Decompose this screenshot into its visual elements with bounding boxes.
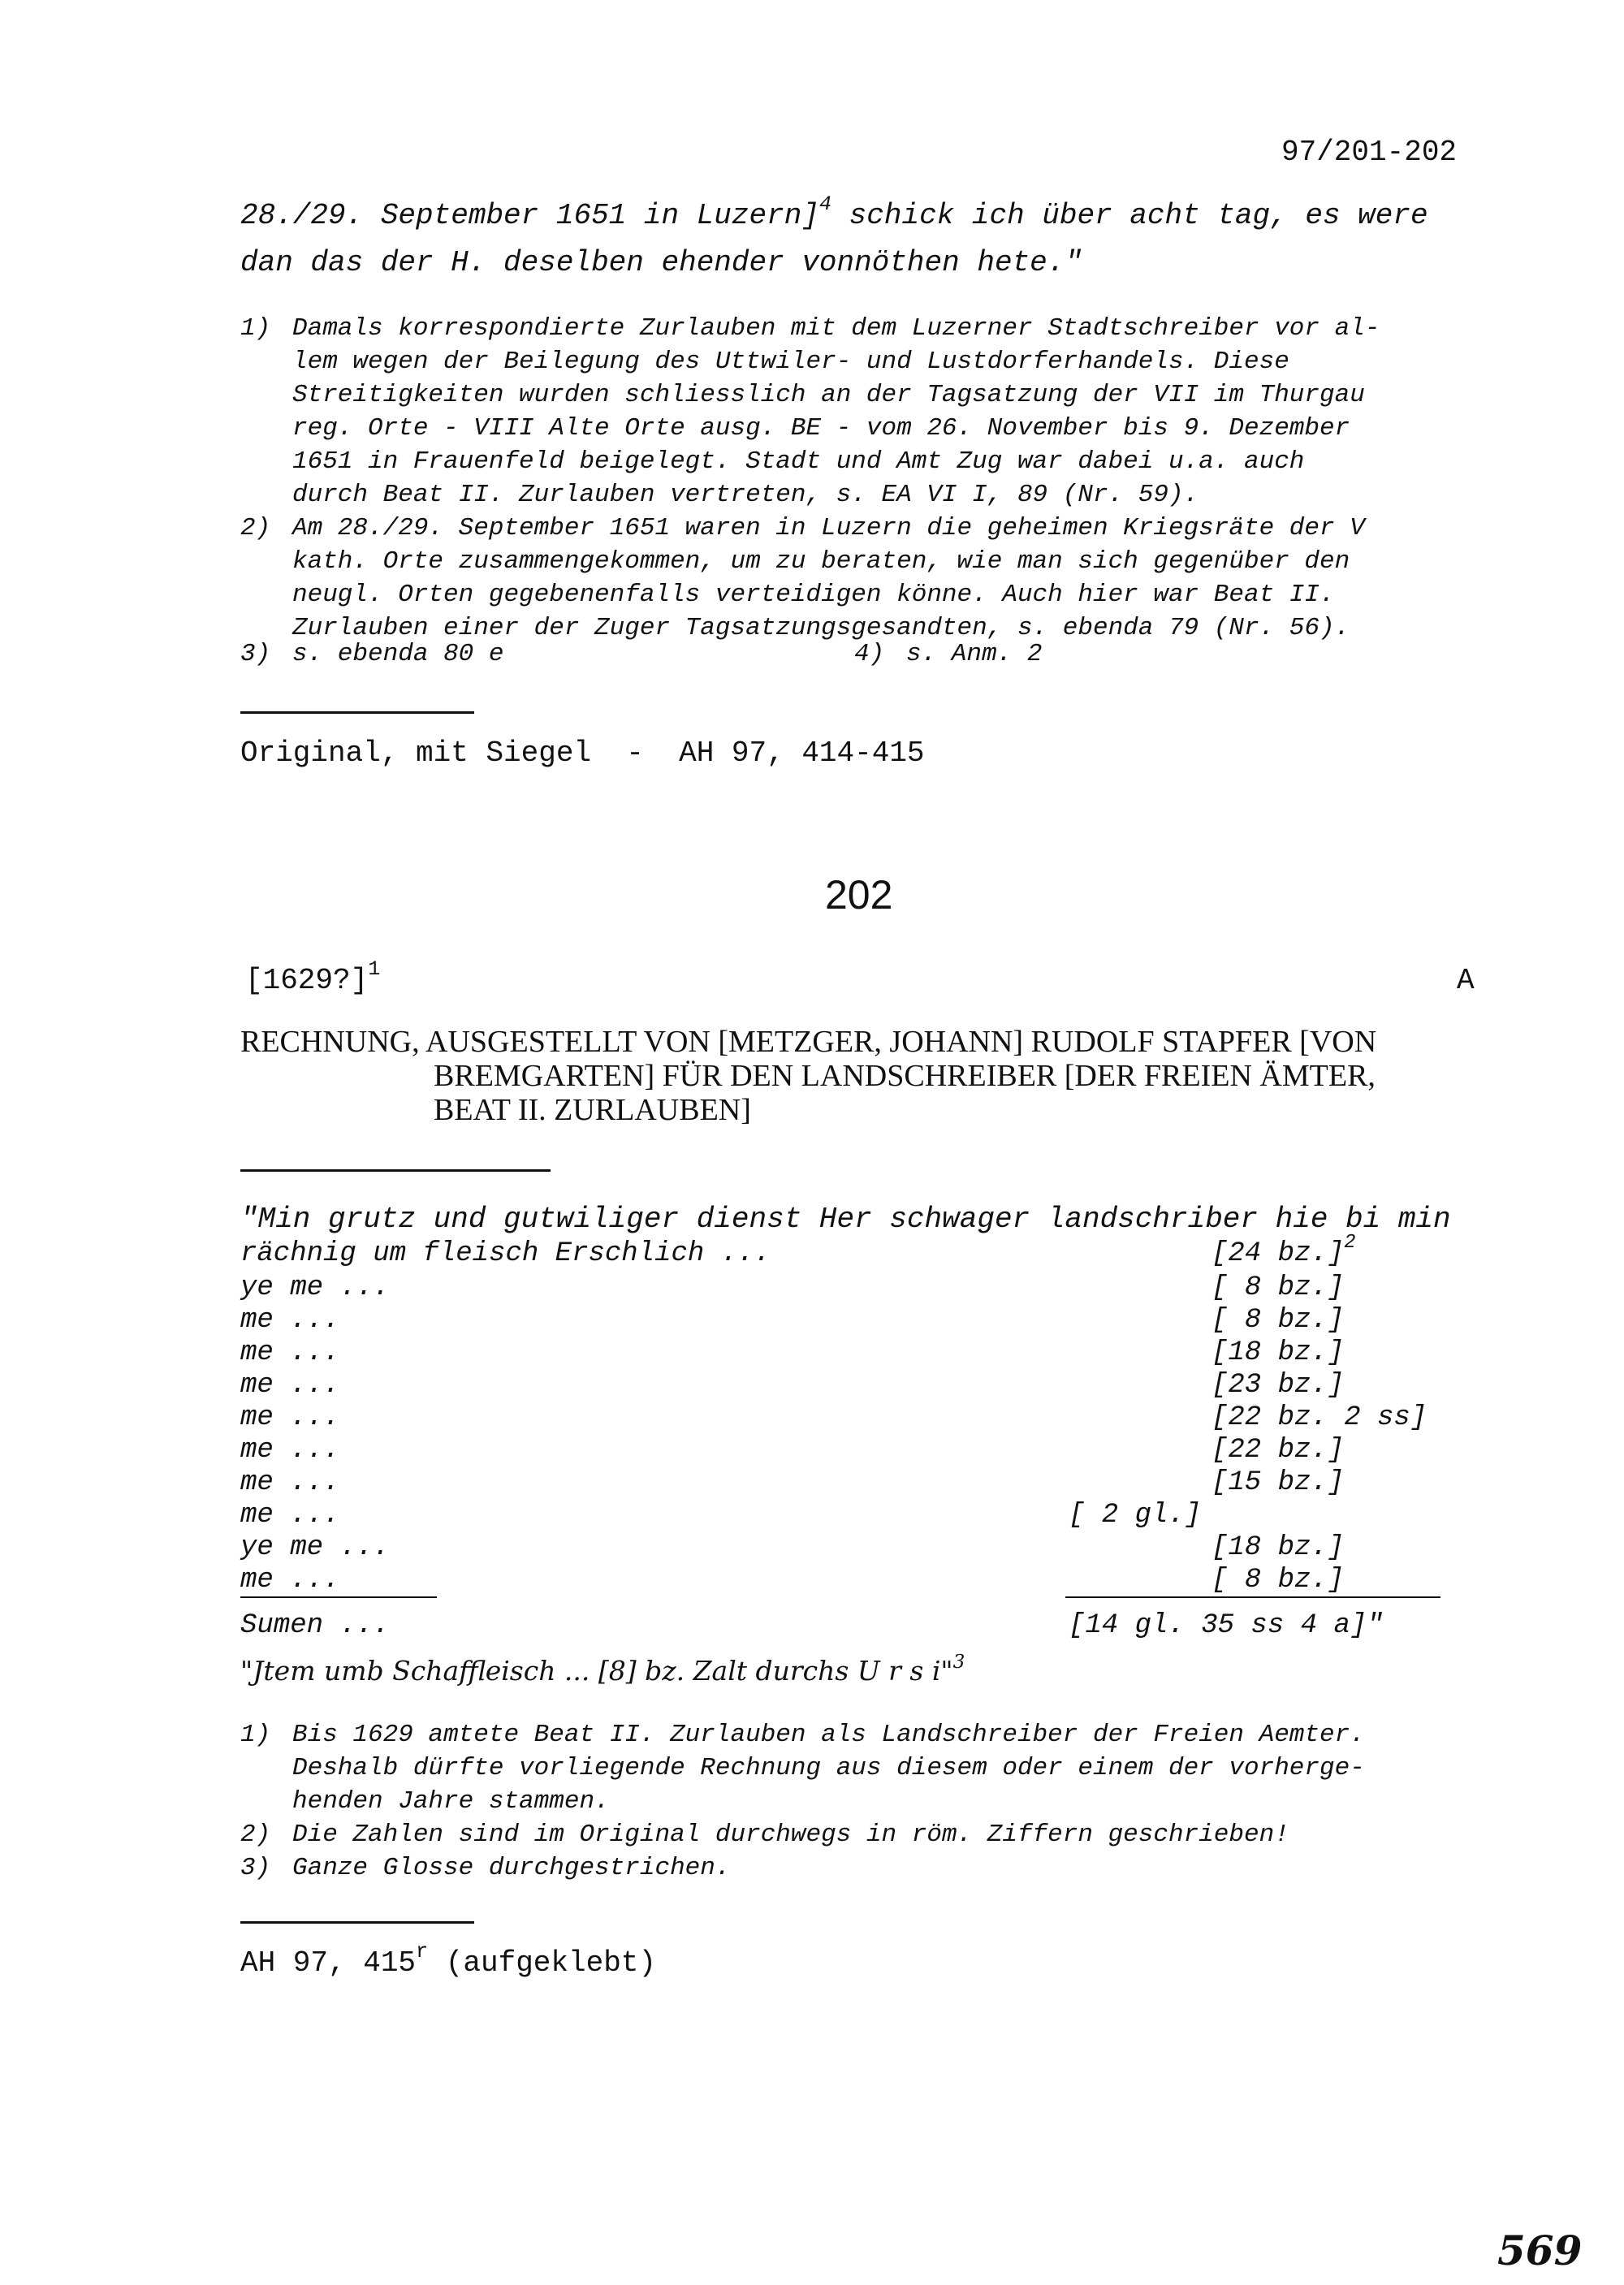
account-item-label: rächnig um fleisch Erschlich ... — [240, 1238, 771, 1269]
account-item-label: me ... — [240, 1305, 340, 1336]
handwritten-page-number: 569 — [1497, 2227, 1583, 2274]
document-title — [240, 1025, 1376, 1127]
footnote-text: henden Jahre stammen. — [292, 1787, 610, 1816]
sum-label: Sumen ... — [240, 1610, 390, 1641]
footnote-text: lem wegen der Beilegung des Uttwiler- und Lustdorferhandels. Diese — [292, 348, 1289, 376]
footnote-line — [240, 412, 1380, 445]
account-item-label: me ... — [240, 1500, 340, 1531]
footnote-line — [240, 578, 1380, 611]
footnote — [240, 312, 1380, 512]
crossed-gloss — [240, 1653, 965, 1689]
account-quote-line-1: "Min grutz und gutwiliger dienst Her schwager landschriber hie bi min — [240, 1203, 1451, 1236]
footnote-number: 3) — [240, 1854, 271, 1882]
source-superscript: r — [416, 1940, 429, 1964]
document-number: 202 — [825, 872, 893, 918]
account-item-amount: [23 bz.] — [1212, 1370, 1345, 1401]
account-item-amount: [18 bz.] — [1212, 1337, 1345, 1368]
account-item-amount: [ 8 bz.] — [1212, 1272, 1345, 1303]
account-item-label: me ... — [240, 1435, 340, 1466]
footnote — [240, 1851, 1365, 1885]
sum-amount: [14 gl. 35 ss 4 a]" — [1069, 1610, 1384, 1641]
page-reference: 97/201-202 — [1281, 136, 1458, 169]
footnote-divider — [240, 711, 474, 714]
footnote-line — [240, 1818, 1365, 1851]
gloss-text: "Jtem umb Schaffleisch ... [8] bz. Zalt durchs U r s i" — [240, 1655, 953, 1687]
date-text: [1629?] — [245, 964, 369, 997]
footnote-number: 2) — [240, 1821, 271, 1849]
footnote-text: Die Zahlen sind im Original durchwegs in röm. Ziffern geschrieben! — [292, 1821, 1289, 1849]
footnote-text: Damals korrespondierte Zurlauben mit dem Luzerner Stadtschreiber vor al- — [292, 314, 1380, 343]
account-item-amount: [ 8 bz.] — [1212, 1565, 1345, 1596]
footnote-text: s. ebenda 80 e — [292, 640, 504, 668]
account-row — [240, 1304, 1491, 1337]
footnote-line — [240, 312, 1380, 345]
doc-source-line — [240, 1941, 656, 1986]
amounts-underline — [1065, 1596, 1440, 1598]
prev-quote-line-1 — [240, 193, 1428, 239]
footnote-ref-1: 1 — [368, 957, 381, 982]
footnote-text: Deshalb dürfte vorliegende Rechnung aus diesem oder einem der vorherge- — [292, 1754, 1365, 1782]
account-item-amount: [ 2 gl.] — [1069, 1500, 1202, 1531]
footnote-number: 4) — [854, 640, 885, 668]
doc-footnotes — [240, 1718, 1365, 1885]
prev-quote-text-a: 28./29. September 1651 in Luzern] — [240, 199, 819, 232]
footnote-line — [240, 1785, 1365, 1818]
footnote-text: Zurlauben einer der Zuger Tagsatzungsgesandten, s. ebenda 79 (Nr. 56). — [292, 614, 1350, 642]
footnote-text: Am 28./29. September 1651 waren in Luzern die geheimen Kriegsräte der V — [292, 514, 1365, 542]
footnote-text: Bis 1629 amtete Beat II. Zurlauben als Landschreiber der Freien Aemter. — [292, 1721, 1365, 1749]
account-row — [240, 1272, 1491, 1304]
account-row — [240, 1499, 1491, 1531]
footnote-number: 2) — [240, 514, 271, 542]
title-line: BREMGARTEN] FÜR DEN LANDSCHREIBER [DER FREIEN ÄMTER, — [434, 1059, 1376, 1093]
account-item-amount: [15 bz.] — [1212, 1467, 1345, 1498]
footnote-text: kath. Orte zusammengekommen, um zu beraten, wie man sich gegenüber den — [292, 547, 1350, 576]
footnote-ref-3: 3 — [952, 1651, 965, 1673]
document-letter: A — [1457, 964, 1475, 997]
footnote-line — [240, 1718, 1365, 1752]
account-item-label: me ... — [240, 1467, 340, 1498]
prev-quote-text-b: schick ich über acht tag, es were — [831, 199, 1428, 232]
footnote-line — [240, 545, 1380, 578]
source-text: AH 97, 415 — [240, 1946, 417, 1980]
footnote-text: reg. Orte - VIII Alte Orte ausg. BE - vom 26. November bis 9. Dezember — [292, 414, 1350, 443]
footnote-ref-4: 4 — [818, 192, 832, 217]
account-item-label: ye me ... — [240, 1532, 390, 1563]
items-underline — [240, 1596, 437, 1598]
footnote-text: neugl. Orten gegebenenfalls verteidigen könne. Auch hier war Beat II. — [292, 581, 1335, 609]
footnote-divider-2 — [240, 1921, 474, 1924]
footnote — [240, 1718, 1365, 1818]
footnote-line — [240, 1752, 1365, 1785]
footnote-ref-2: 2 — [1344, 1232, 1356, 1255]
footnote-number: 1) — [240, 314, 271, 343]
footnote-line — [240, 1851, 1365, 1885]
footnote-text: Streitigkeiten wurden schliesslich an der Tagsatzung der VII im Thurgau — [292, 381, 1365, 409]
document-date — [245, 958, 380, 1004]
account-row — [240, 1531, 1491, 1564]
account-row — [240, 1402, 1491, 1434]
footnote-line — [240, 512, 1380, 545]
prev-footnotes — [240, 312, 1380, 645]
footnote-line — [240, 478, 1380, 512]
account-row — [240, 1466, 1491, 1499]
prev-quote-line-2: dan das der H. deselben ehender vonnöthen hete." — [240, 246, 1082, 279]
prev-footnote-4 — [854, 637, 1042, 671]
title-line: BEAT II. ZURLAUBEN] — [434, 1093, 751, 1127]
title-divider — [240, 1169, 551, 1172]
account-item-label: ye me ... — [240, 1272, 390, 1303]
footnote-text: durch Beat II. Zurlauben vertreten, s. EA VI I, 89 (Nr. 59). — [292, 481, 1199, 509]
footnote-line — [240, 445, 1380, 478]
prev-footnote-3 — [240, 637, 503, 671]
account-item-amount — [1212, 1232, 1356, 1270]
account-quote-line-2 — [240, 1232, 1491, 1270]
footnote — [240, 1818, 1365, 1851]
account-item-label: me ... — [240, 1565, 340, 1596]
title-line: RECHNUNG, AUSGESTELLT VON [METZGER, JOHANN] RUDOLF STAPFER [VON — [240, 1025, 1377, 1059]
footnote-text: Ganze Glosse durchgestrichen. — [292, 1854, 731, 1882]
footnote-number: 1) — [240, 1721, 271, 1749]
account-row — [240, 1337, 1491, 1369]
source-note: (aufgeklebt) — [428, 1946, 657, 1980]
account-row — [240, 1434, 1491, 1466]
footnote-text: 1651 in Frauenfeld beigelegt. Stadt und Amt Zug war dabei u.a. auch — [292, 447, 1305, 476]
footnote-number: 3) — [240, 640, 271, 668]
account-item-amount: [22 bz. 2 ss] — [1212, 1402, 1427, 1433]
account-item-amount: [18 bz.] — [1212, 1532, 1345, 1563]
account-item-label: me ... — [240, 1370, 340, 1401]
footnote — [240, 512, 1380, 645]
amount-text: [24 bz.] — [1212, 1238, 1345, 1269]
account-item-amount: [ 8 bz.] — [1212, 1305, 1345, 1336]
footnote-text: s. Anm. 2 — [906, 640, 1043, 668]
account-item-label: me ... — [240, 1402, 340, 1433]
footnote-line — [240, 378, 1380, 412]
account-row — [240, 1369, 1491, 1402]
account-row — [240, 1564, 1491, 1596]
account-item-amount: [22 bz.] — [1212, 1435, 1345, 1466]
prev-source-line: Original, mit Siegel - AH 97, 414-415 — [240, 736, 925, 770]
account-item-label: me ... — [240, 1337, 340, 1368]
account-sum-row — [240, 1609, 1491, 1642]
footnote-line — [240, 345, 1380, 378]
